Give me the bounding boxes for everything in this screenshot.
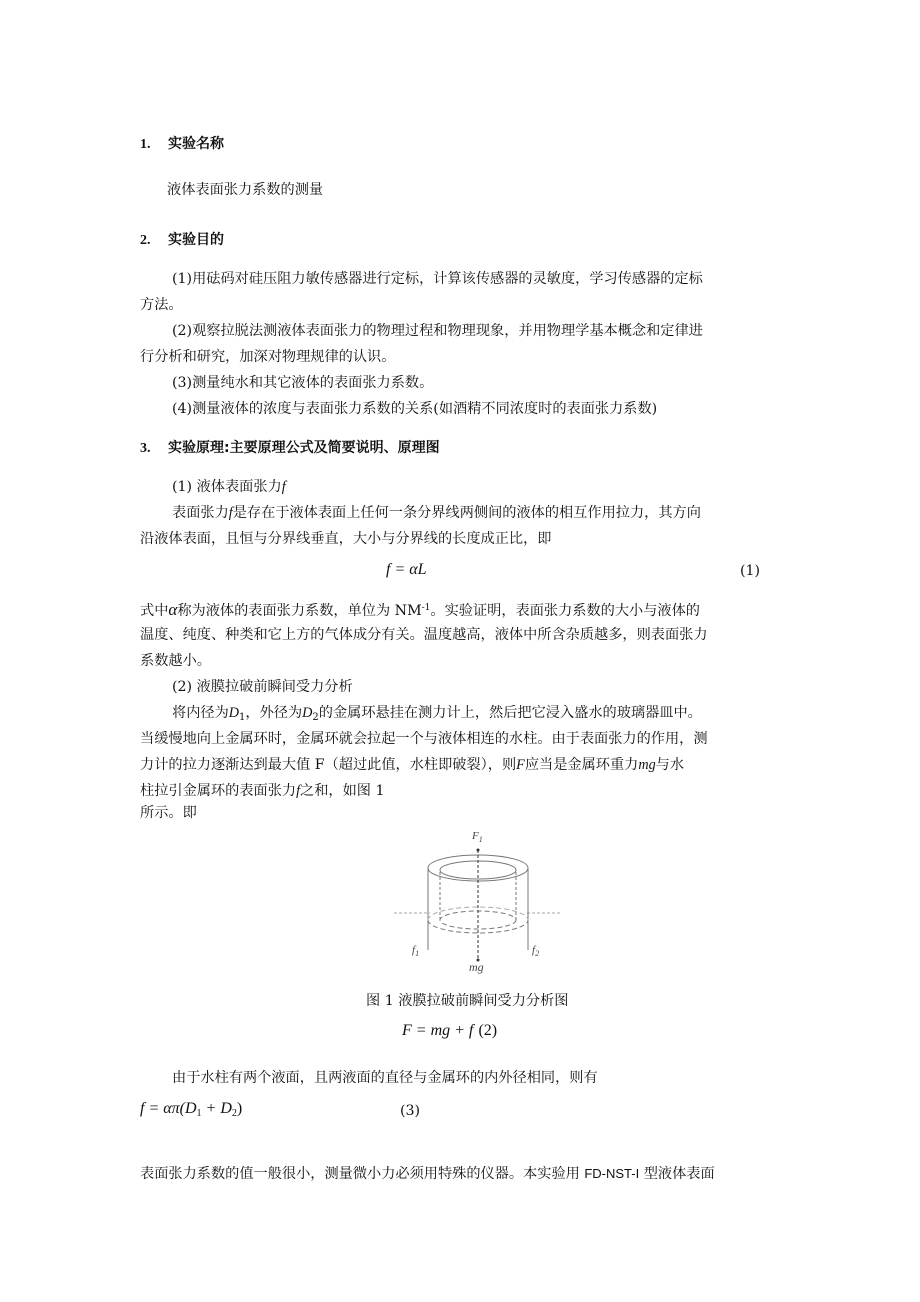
section-title: 实验原理:主要原理公式及简要说明、原理图 [168,440,440,456]
variable-f: f [296,783,301,799]
objective-4: (4)测量液体的浓度与表面张力系数的关系(如酒精不同浓度时的表面张力系数) [172,401,658,417]
objective-1-line-2: 方法。 [140,297,183,313]
subsection-title: (1) 液体表面张力 [172,479,282,495]
text: 称为液体的表面张力系数，单位为 NM [177,603,422,619]
text: 式中 [140,603,169,619]
eq-part: + D [201,1100,232,1117]
eq-rhs: = αL [394,561,427,578]
section-number: 3. [140,441,151,456]
para1-line-2: 沿液体表面，且恒与分界线垂直，大小与分界线的长度成正比，即 [140,531,552,547]
equation-2-number: (2) [478,1022,498,1039]
text: 之和，如图 1 [300,783,385,799]
text: 与水 [655,757,685,773]
label-F1: $F_1$ [472,830,483,844]
text: 将内径为 [172,705,229,721]
objective-2-line-1: (2)观察拉脱法测液体表面张力的物理过程和物理现象，并用物理学基本概念和定律进 [172,323,703,339]
text: ，外径为 [245,705,303,721]
text: 。实验证明，表面张力系数的大小与液体的 [430,603,700,619]
label-f1: $f_1$ [412,944,420,958]
subscript: 2 [231,1108,237,1119]
figure-1-force-diagram [392,832,562,977]
variable-D: D [228,705,240,721]
para3-line-3 [140,752,684,779]
variable-f: f [228,505,233,521]
subscript: 1 [239,712,246,723]
variable-f: f [281,479,286,495]
variable-alpha: α [168,600,178,619]
section-title: 实验目的 [168,232,224,248]
variable-F: F [516,757,525,773]
para3-line-5: 所示。即 [140,805,197,821]
subscript: 2 [312,712,319,723]
equation-2 [402,1020,497,1040]
text: 表面张力 [172,505,229,521]
variable-D: D [302,705,313,721]
experiment-name: 液体表面张力系数的测量 [167,182,324,198]
instrument-model: FD-NST-I [584,1166,640,1181]
objective-3: (3)测量纯水和其它液体的表面张力系数。 [172,375,434,391]
equation-3 [140,1100,242,1119]
section-title: 实验名称 [168,136,224,152]
text: 力计的拉力逐渐达到最大值 F（超过此值，水柱即破裂），则 [140,757,517,773]
section-heading-3 [140,437,440,457]
text: 型液体表面 [639,1166,715,1182]
section-heading-1 [140,133,224,153]
variable-mg: mg [638,757,656,773]
text: 的金属环悬挂在测力计上，然后把它浸入盛水的玻璃器皿中。 [318,705,702,721]
para3-line-2: 当缓慢地向上金属环时，金属环就会拉起一个与液体相连的水柱。由于表面张力的作用，测 [140,731,708,747]
objective-2-line-2: 行分析和研究，加深对物理规律的认识。 [140,349,396,365]
section-number: 2. [140,233,151,248]
label-f2: $f_2$ [532,944,540,958]
text: 柱拉引金属环的表面张力 [140,783,297,799]
text: 应当是金属环重力 [524,757,639,773]
subscript: 1 [196,1108,202,1119]
force-point-top [477,849,480,852]
equation-1-number: (1) [740,563,761,579]
subsection-2-label: (2) 液膜拉破前瞬间受力分析 [172,679,353,695]
para4: 由于水柱有两个液面，且两液面的直径与金属环的内外径相同，则有 [172,1070,598,1086]
para2-line-3: 系数越小。 [140,653,211,669]
objective-1-line-1: (1)用砝码对硅压阻力敏传感器进行定标，计算该传感器的灵敏度，学习传感器的定标 [172,271,703,287]
equation-1 [386,561,427,579]
eq-var-f: f [386,561,391,578]
label-mg: mg [469,960,484,974]
text: 是存在于液体表面上任何一条分界线两侧间的液体的相互作用拉力，其方向 [232,505,701,521]
section-heading-2 [140,229,224,249]
figure-caption: 图 1 液膜拉破前瞬间受力分析图 [366,993,569,1009]
para1-line-1 [172,500,701,527]
para2-line-2: 温度、纯度、种类和它上方的气体成分有关。温度越高，液体中所含杂质越多，则表面张力 [140,627,708,643]
eq-expression: F = mg + f [402,1022,474,1039]
section-number: 1. [140,137,151,152]
para2-line-1 [140,595,700,625]
equation-3-number: (3) [400,1103,421,1119]
text: 表面张力系数的值一般很小，测量微小力必须用特殊的仪器。本实验用 [140,1166,585,1182]
para5-line-1 [140,1160,715,1188]
eq-part: f = απ(D [140,1100,197,1117]
subsection-1-label [172,474,286,501]
unit-exponent: -1 [421,603,431,613]
outer-bottom-back [428,907,528,920]
eq-part: ) [236,1100,243,1117]
